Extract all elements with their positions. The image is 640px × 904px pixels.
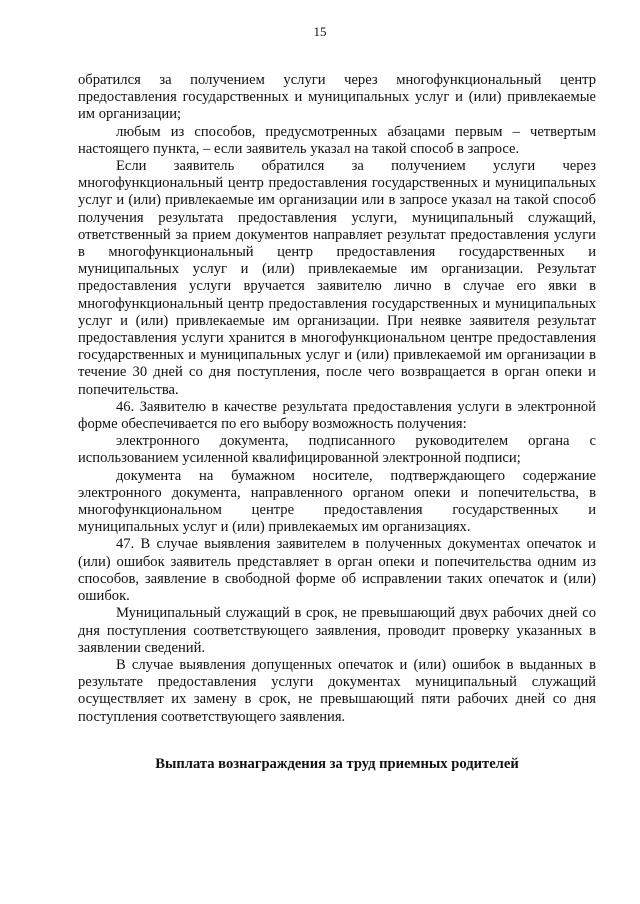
paragraph-3: Если заявитель обратился за получением услуги через многофункциональный центр предоставления государственных и муниципальных услуг и (или) привлекаемые им организации или в запросе указал на такой способ получения результата предоставления услуги, муниципальный служащий, ответственный за прием документов направляет результат предоставления услуги в многофункциональный центр предоставления государственных и муниципальных услуг и (или) привлекаемые им организации. Результат предоставления услуги вручается заявителю лично в случае его явки в многофункциональный центр предоставления государственных и муниципальных услуг и (или) привлекаемые им организации. При неявке заявителя результат предоставления услуги хранится в многофункциональном центре предоставления государственных и муниципальных услуг и (или) привлекаемой им организации в течение 30 дней со дня поступления, после чего возвращается в орган опеки и попечительства.	[78, 158, 596, 398]
paragraph-47-replacement: В случае выявления допущенных опечаток и (или) ошибок в выданных в результате предоставления услуги документах муниципальный служащий осуществляет их замену в срок, не превышающий пяти рабочих дней со дня поступления соответствующего заявления.	[78, 656, 596, 725]
paragraph-1: обратился за получением услуги через многофункциональный центр предоставления государственных и муниципальных услуг и (или) привлекаемые им организации;	[78, 72, 596, 123]
paragraph-46: 46. Заявителю в качестве результата предоставления услуги в электронной форме обеспечивается по его выбору возможность получения:	[78, 398, 596, 433]
paragraph-46-option-electronic: электронного документа, подписанного руководителем органа с использованием усиленной квалифицированной электронной подписи;	[78, 433, 596, 467]
paragraph-46-option-paper: документа на бумажном носителе, подтверждающего содержание электронного документа, направленного органом опеки и попечительства, в многофункциональном центре предоставления государственных и муниципальных услуг и (или) привлекаемых им организациях.	[78, 467, 596, 536]
paragraph-47-check: Муниципальный служащий в срок, не превышающий двух рабочих дней со дня поступления соответствующего заявления, проводит проверку указанных в заявлении сведений.	[78, 605, 596, 656]
paragraph-2: любым из способов, предусмотренных абзацами первым – четвертым настоящего пункта, – если заявитель указал на такой способ в запросе.	[78, 123, 596, 157]
section-heading: Выплата вознаграждения за труд приемных родителей	[155, 755, 519, 772]
page-number: 15	[313, 24, 327, 39]
paragraph-47: 47. В случае выявления заявителем в полученных документах опечаток и (или) ошибок заявитель представляет в орган опеки и попечительства одним из способов, заявление в свободной форме об исправлении таких опечаток и (или) ошибок.	[78, 536, 596, 605]
document-body	[78, 72, 596, 773]
